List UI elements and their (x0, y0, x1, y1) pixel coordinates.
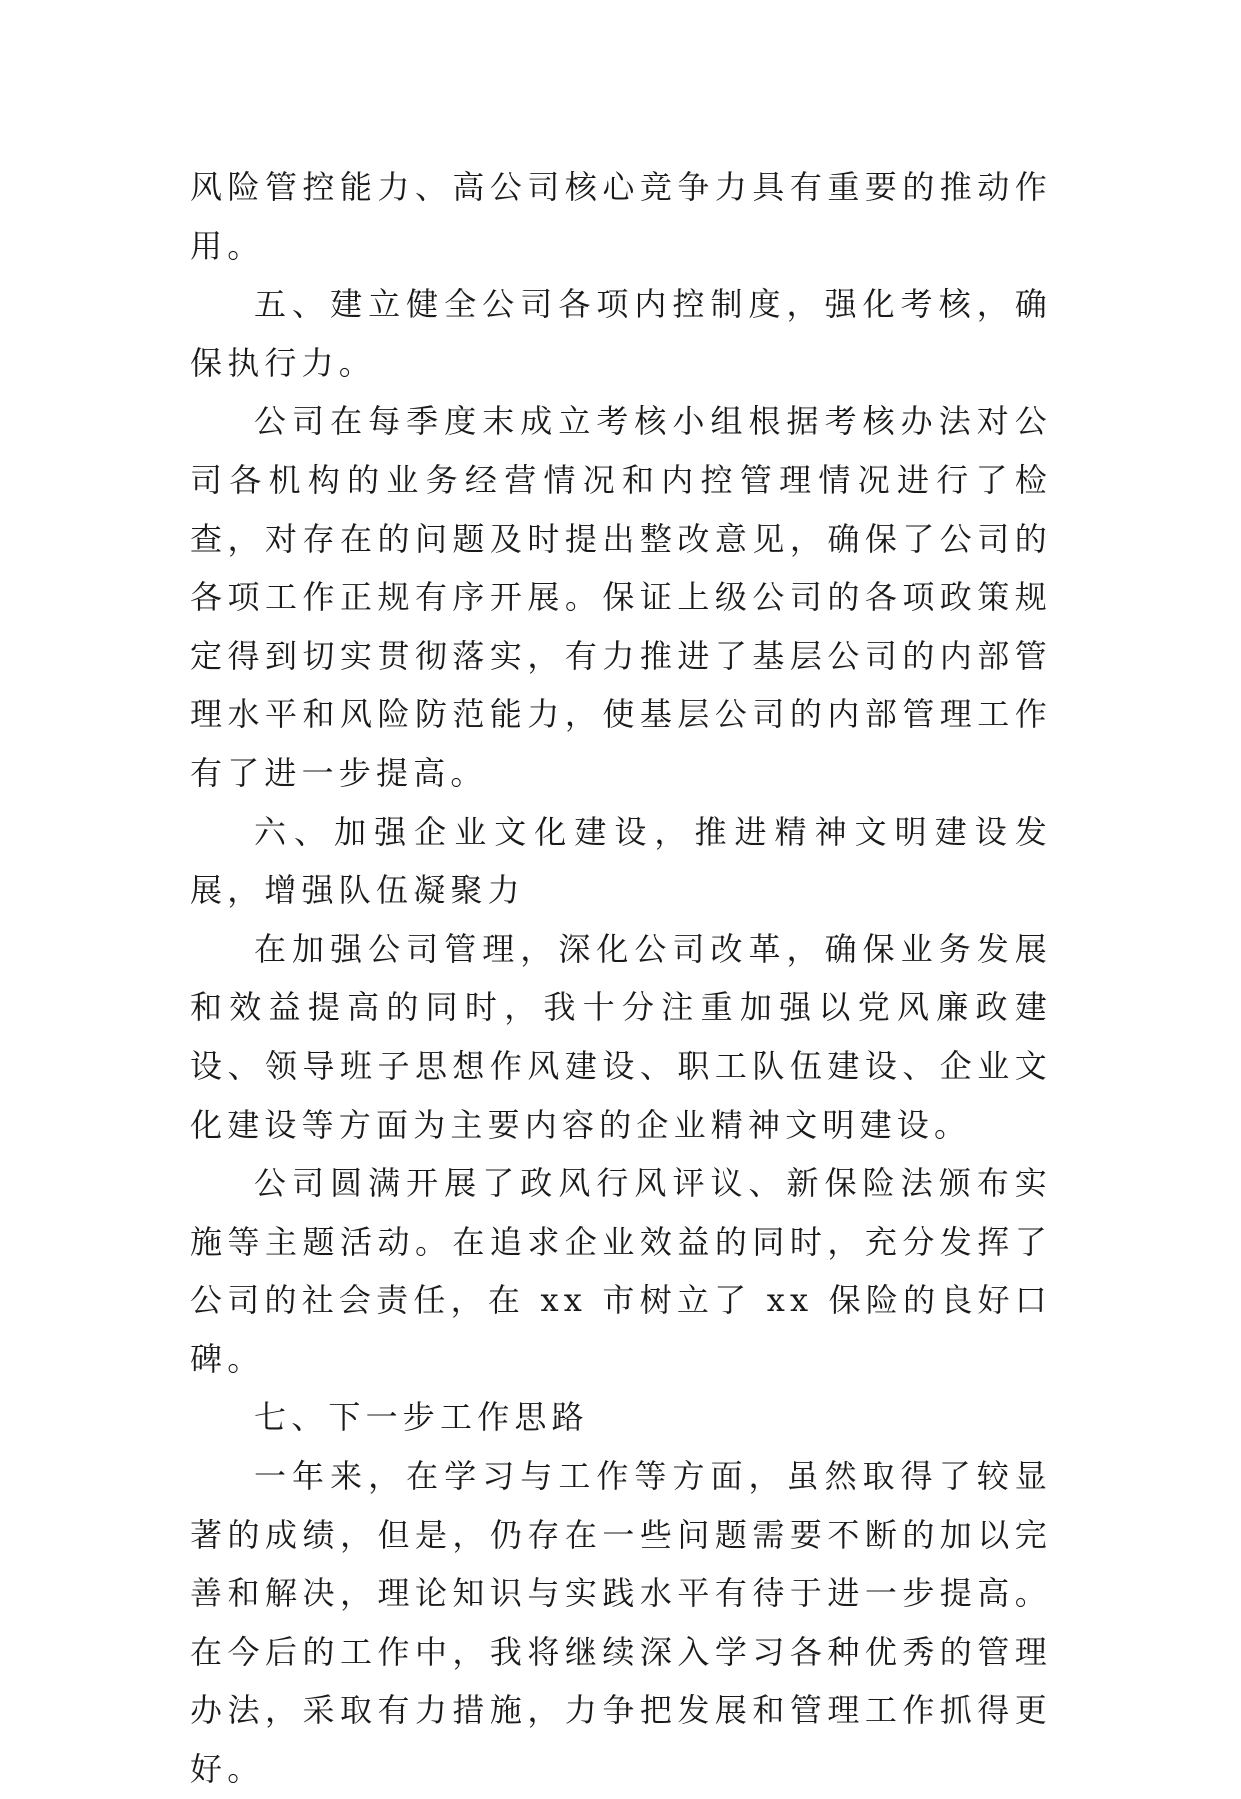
section-heading-5: 五、建立健全公司各项内控制度，强化考核，确保执行力。 (190, 285, 1052, 382)
paragraph: 公司圆满开展了政风行风评议、新保险法颁布实施等主题活动。在追求企业效益的同时，充分发挥了公司的社会责任，在 xx 市树立了 xx 保险的良好口碑。 (190, 1164, 1052, 1378)
document-body (190, 158, 1052, 1799)
section-heading-6: 六、加强企业文化建设，推进精神文明建设发展，增强队伍凝聚力 (190, 812, 1052, 910)
paragraph: 在加强公司管理，深化公司改革，确保业务发展和效益提高的同时，我十分注重加强以党风廉政建设、领导班子思想作风建设、职工队伍建设、企业文化建设等方面为主要内容的企业精神文明建设。 (190, 929, 1052, 1144)
paragraph-continuation: 风险管控能力、高公司核心竞争力具有重要的推动作用。 (190, 168, 1052, 265)
section-heading-7: 七、下一步工作思路 (254, 1398, 589, 1437)
paragraph: 公司在每季度末成立考核小组根据考核办法对公司各机构的业务经营情况和内控管理情况进行了检查，对存在的问题及时提出整改意见，确保了公司的各项工作正规有序开展。保证上级公司的各项政策规定得到切实贯彻落实，有力推进了基层公司的内部管理水平和风险防范能力，使基层公司的内部管理工作有了进一步提高。 (190, 402, 1052, 792)
paragraph: 一年来，在学习与工作等方面，虽然取得了较显著的成绩，但是，仍存在一些问题需要不断的加以完善和解决，理论知识与实践水平有待于进一步提高。在今后的工作中，我将继续深入学习各种优秀的管理办法，采取有力措施，力争把发展和管理工作抓得更好。 (190, 1457, 1052, 1789)
